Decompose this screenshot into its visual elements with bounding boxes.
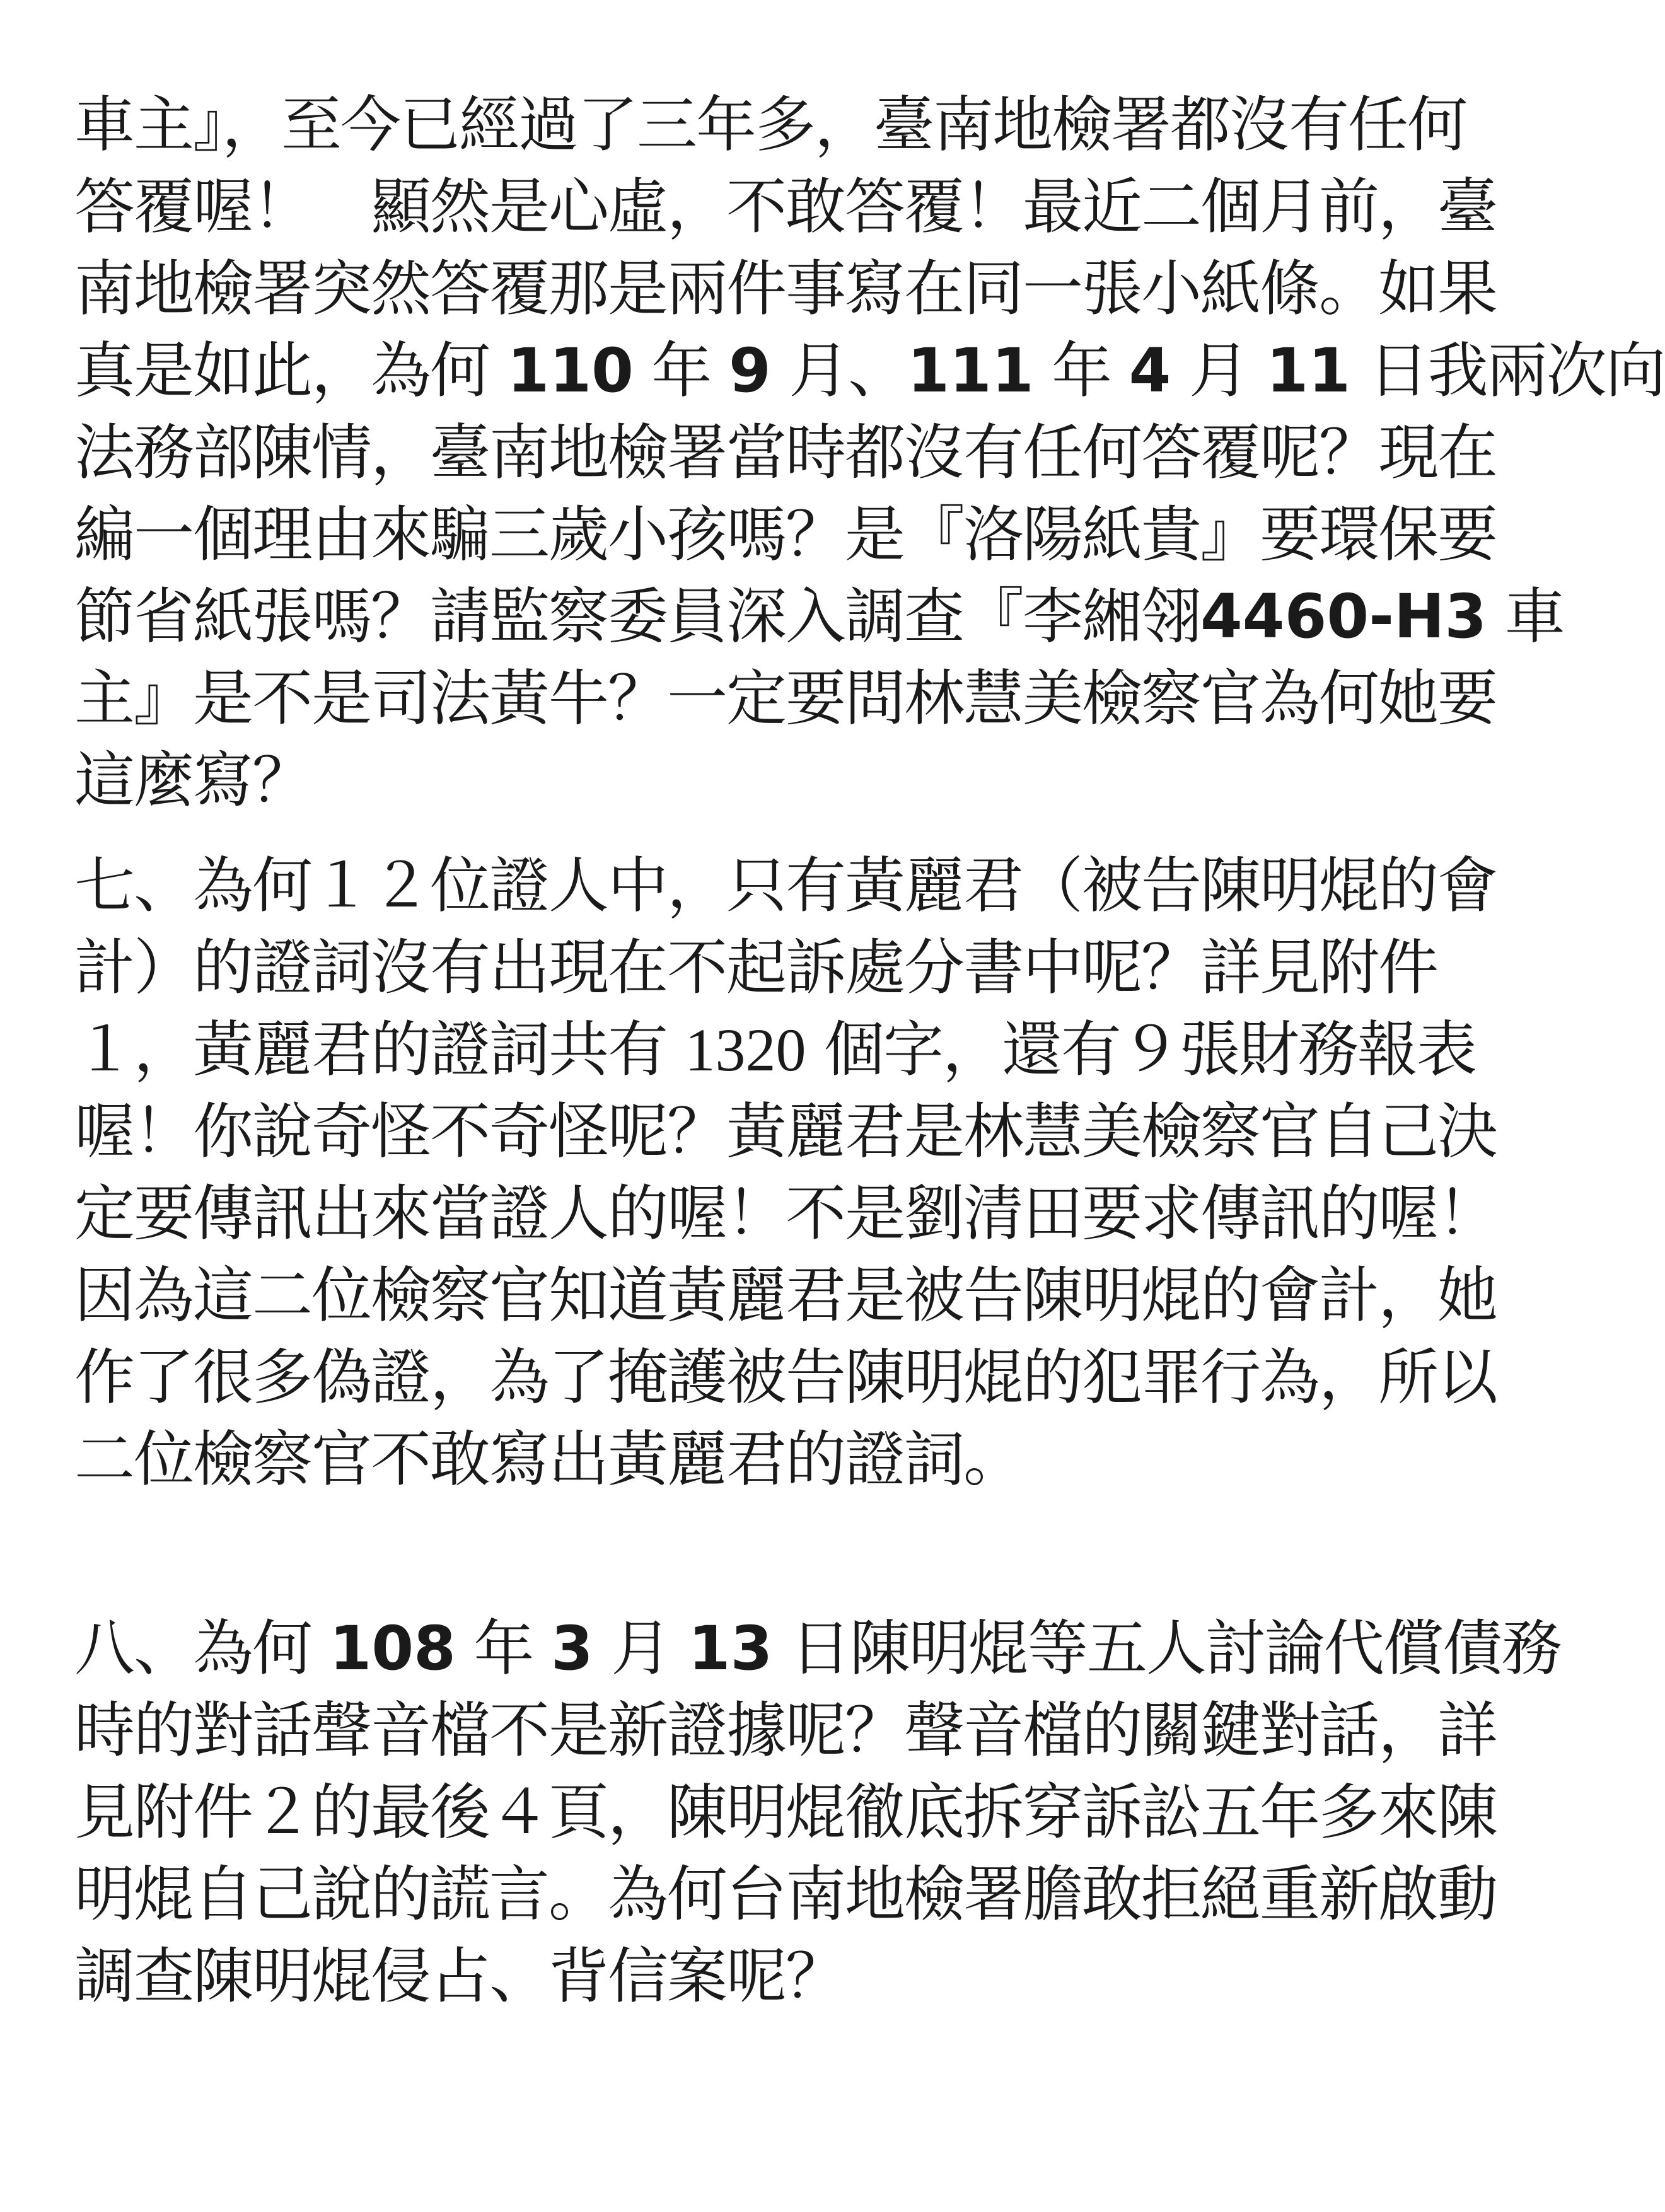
text-line (74, 1012, 1476, 1088)
text-line (74, 1775, 1497, 1850)
text-line (74, 661, 1497, 736)
text-line (74, 1340, 1497, 1415)
text-run: 編一個理由來騙三歲小孩嗎？是『洛陽紙貴』要環保要 (74, 499, 1497, 570)
text-line (74, 1611, 1561, 1686)
text-line (74, 1938, 845, 2014)
text-run: 二位檢察官不敢寫出黃麗君的證詞。 (74, 1424, 1023, 1495)
text-line (74, 251, 1497, 327)
text-line (74, 1176, 1497, 1251)
text-line (74, 87, 1466, 163)
text-run: 調查陳明焜侵占、背信案呢？ (74, 1941, 845, 2012)
text-run: 9 (728, 335, 771, 406)
text-run: 這麼寫？ (74, 745, 311, 816)
text-run: 3 (550, 1613, 593, 1684)
text-line (74, 169, 1497, 245)
text-run: 11 (1266, 335, 1351, 406)
text-run: 月 (1171, 335, 1267, 406)
text-run: 七、為何１２位證人中，只有黃麗君（被告陳明焜的會 (74, 850, 1497, 921)
text-run: 日我兩次向 (1350, 335, 1665, 406)
text-line (74, 415, 1497, 490)
text-run: 13 (688, 1613, 773, 1684)
text-run: 因為這二位檢察官知道黃麗君是被告陳明焜的會計，她 (74, 1260, 1497, 1331)
text-run: 定要傳訊出來當證人的喔！不是劉清田要求傳訊的喔！ (74, 1178, 1497, 1249)
text-line (74, 743, 311, 818)
text-run: １，黃麗君的證詞共有 (74, 1014, 685, 1085)
text-line (74, 579, 1564, 654)
text-run: 作了很多偽證，為了掩護被告陳明焜的犯罪行為，所以 (74, 1342, 1497, 1413)
text-run: 明焜自己說的謊言。為何台南地檢署膽敢拒絕重新啟動 (74, 1859, 1497, 1930)
text-run: 車 (1487, 581, 1564, 652)
text-line (74, 333, 1665, 408)
text-run: 111 (907, 335, 1034, 406)
text-run: 日陳明焜等五人討論代償債務 (772, 1613, 1561, 1684)
text-run: 答覆喔！ 顯然是心虛，不敢答覆！最近二個月前，臺 (74, 171, 1497, 242)
text-run: 時的對話聲音檔不是新證據呢？聲音檔的關鍵對話，詳 (74, 1695, 1497, 1766)
text-run: 南地檢署突然答覆那是兩件事寫在同一張小紙條。如果 (74, 253, 1497, 324)
text-run: 月、 (770, 335, 908, 406)
text-run: 年 (455, 1613, 551, 1684)
text-run: 喔！你說奇怪不奇怪呢？黃麗君是林慧美檢察官自己決 (74, 1096, 1497, 1167)
text-run: 110 (507, 335, 634, 406)
text-run: 4460-H3 (1200, 581, 1487, 652)
text-line (74, 1856, 1497, 1932)
text-run: 法務部陳情，臺南地檢署當時都沒有任何答覆呢？現在 (74, 417, 1497, 488)
text-line (74, 1693, 1497, 1768)
text-line (74, 848, 1497, 924)
text-run: 真是如此，為何 (74, 335, 508, 406)
text-run: 見附件２的最後４頁，陳明焜徹底拆穿訴訟五年多來陳 (74, 1777, 1497, 1848)
text-line (74, 1258, 1497, 1333)
text-run: 主』是不是司法黃牛？一定要問林慧美檢察官為何她要 (74, 663, 1497, 734)
text-run: 1320 (685, 1016, 806, 1084)
text-run: 年 (633, 335, 729, 406)
text-line (74, 930, 1437, 1005)
text-run: 月 (593, 1613, 688, 1684)
text-run: 八、為何 (74, 1613, 330, 1684)
text-line (74, 1422, 1023, 1497)
text-run: 4 (1128, 335, 1171, 406)
text-run: 年 (1033, 335, 1129, 406)
text-run: 計）的證詞沒有出現在不起訴處分書中呢？詳見附件 (74, 932, 1437, 1003)
text-run: 節省紙張嗎？請監察委員深入調查『李緗翎 (74, 581, 1200, 652)
text-run: 車主』，至今已經過了三年多，臺南地檢署都沒有任何 (74, 90, 1466, 160)
text-run: 個字，還有９張財務報表 (806, 1014, 1476, 1085)
text-line (74, 1094, 1497, 1169)
text-run: 108 (329, 1613, 456, 1684)
text-line (74, 497, 1497, 572)
